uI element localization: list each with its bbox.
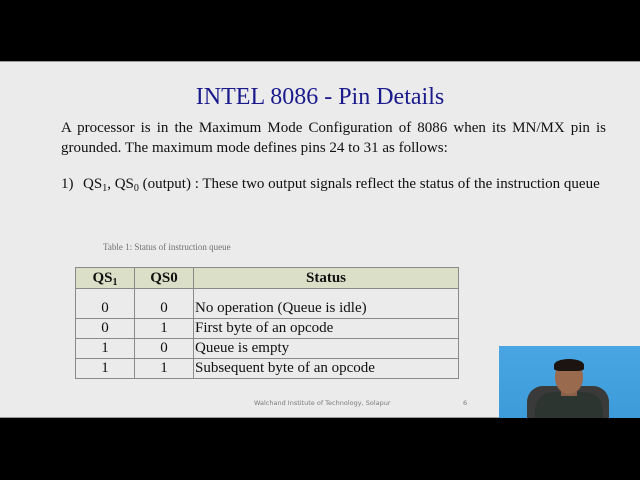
cell-qs1: 0 <box>76 289 135 319</box>
qs0-label: QS <box>114 176 134 192</box>
cell-status: Queue is empty <box>194 339 459 359</box>
queue-status-table <box>75 267 459 379</box>
separator: , <box>107 176 115 192</box>
table-caption: Table 1: Status of instruction queue <box>103 242 231 252</box>
cell-status: Subsequent byte of an opcode <box>194 359 459 379</box>
header-status: Status <box>194 268 459 289</box>
list-item-qs-signals <box>61 174 606 194</box>
cell-qs0: 1 <box>135 319 194 339</box>
cell-status: No operation (Queue is idle) <box>194 289 459 319</box>
page-number: 6 <box>463 399 468 407</box>
qs1-label: QS <box>83 176 103 192</box>
qs1-subscript: 1 <box>102 183 108 194</box>
presenter-webcam-overlay <box>499 346 640 418</box>
header-qs0: QS0 <box>135 268 194 289</box>
slide-title: INTEL 8086 - Pin Details <box>195 84 445 110</box>
table-header-row <box>76 268 459 289</box>
cell-qs0: 0 <box>135 289 194 319</box>
table-row <box>76 359 459 379</box>
list-item-description: (output) : These two output signals reflect the status of the instruction queue <box>138 176 600 192</box>
cell-status: First byte of an opcode <box>194 319 459 339</box>
table-row <box>76 339 459 359</box>
table-row <box>76 289 459 319</box>
cell-qs1: 0 <box>76 319 135 339</box>
slide-footer: Walchand Institute of Technology, Solapur <box>254 399 391 407</box>
cell-qs1: 1 <box>76 339 135 359</box>
list-item-number: 1) <box>61 176 74 192</box>
cell-qs0: 1 <box>135 359 194 379</box>
qs0-subscript: 0 <box>133 183 139 194</box>
list-item-text <box>83 174 606 194</box>
intro-paragraph: A processor is in the Maximum Mode Configuration of 8086 when its MN/MX pin is grounded. The maximum mode defines pins 24 to 31 as follows: <box>61 120 606 156</box>
presenter-hair <box>554 359 584 371</box>
header-qs1: $QS_1$ <box>76 268 135 289</box>
cell-qs1: 1 <box>76 359 135 379</box>
cell-qs0: 0 <box>135 339 194 359</box>
table-row <box>76 319 459 339</box>
